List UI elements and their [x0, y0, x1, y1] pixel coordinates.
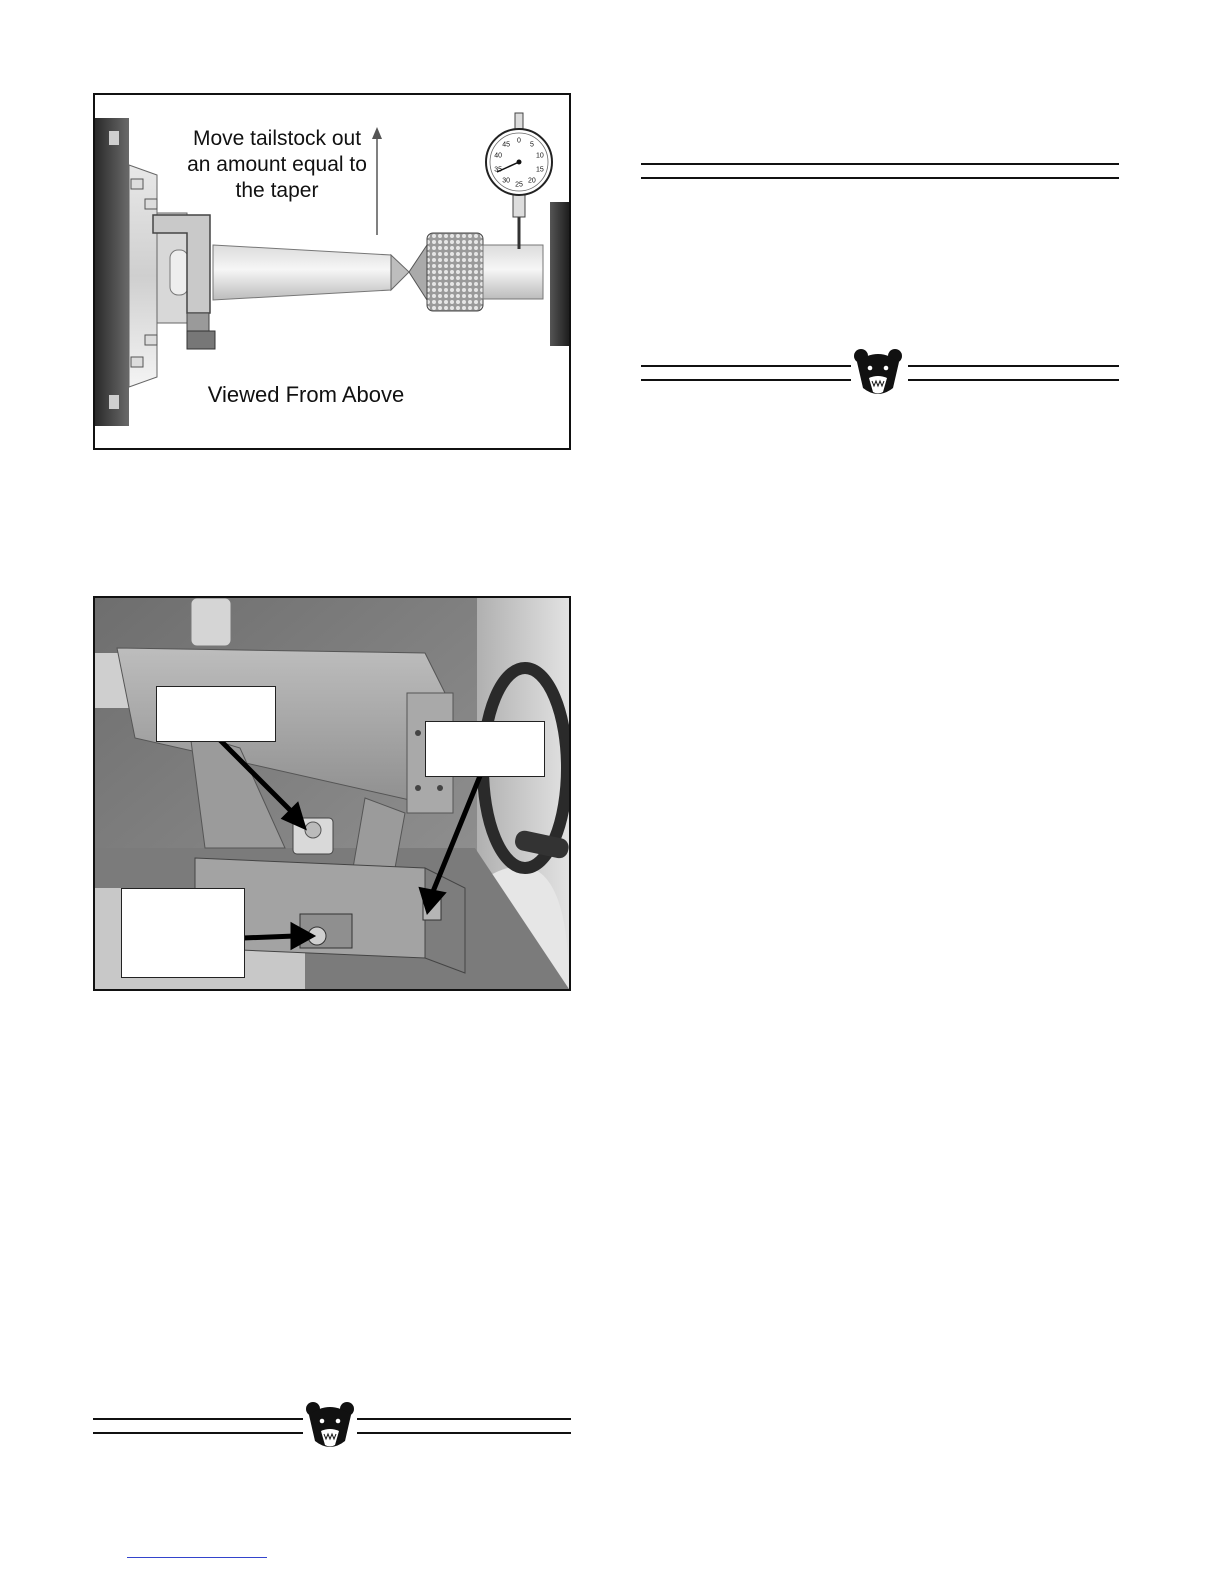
- dial-number: 45: [502, 141, 510, 149]
- section-header-rule: [641, 163, 1119, 179]
- figure-annotation: Move tailstock out an amount equal to the taper: [187, 127, 367, 202]
- figure-view-label: Viewed From Above: [207, 382, 405, 407]
- callout-label-1: [156, 686, 276, 742]
- divider-rule-left: [641, 365, 851, 381]
- dial-number: 15: [536, 166, 544, 174]
- footer-rule-right: [357, 1418, 571, 1434]
- dial-number: 0: [517, 137, 521, 145]
- chuck-face: [129, 165, 157, 387]
- divider-rule-right: [908, 365, 1119, 381]
- footer-rule-left: [93, 1418, 303, 1434]
- footer-link-underline[interactable]: [127, 1557, 267, 1558]
- callout-label-2: [425, 721, 545, 777]
- bear-logo-icon-footer: [305, 1401, 355, 1453]
- dial-number: 20: [528, 177, 536, 185]
- tapered-workpiece: [213, 245, 391, 300]
- dial-number: 25: [515, 181, 523, 189]
- callout-label-3: [121, 888, 245, 978]
- bear-logo-icon: [853, 348, 903, 400]
- dial-number: 5: [529, 141, 534, 149]
- tailstock-block: [550, 202, 569, 346]
- chuck-backplate: [95, 118, 129, 426]
- tailstock-photo-figure: [93, 596, 571, 991]
- dial-number: 40: [494, 152, 502, 160]
- dial-number: 30: [502, 177, 510, 185]
- knurled-center: [427, 233, 483, 311]
- dial-number: 10: [536, 152, 544, 160]
- dial-number: 35: [494, 166, 502, 174]
